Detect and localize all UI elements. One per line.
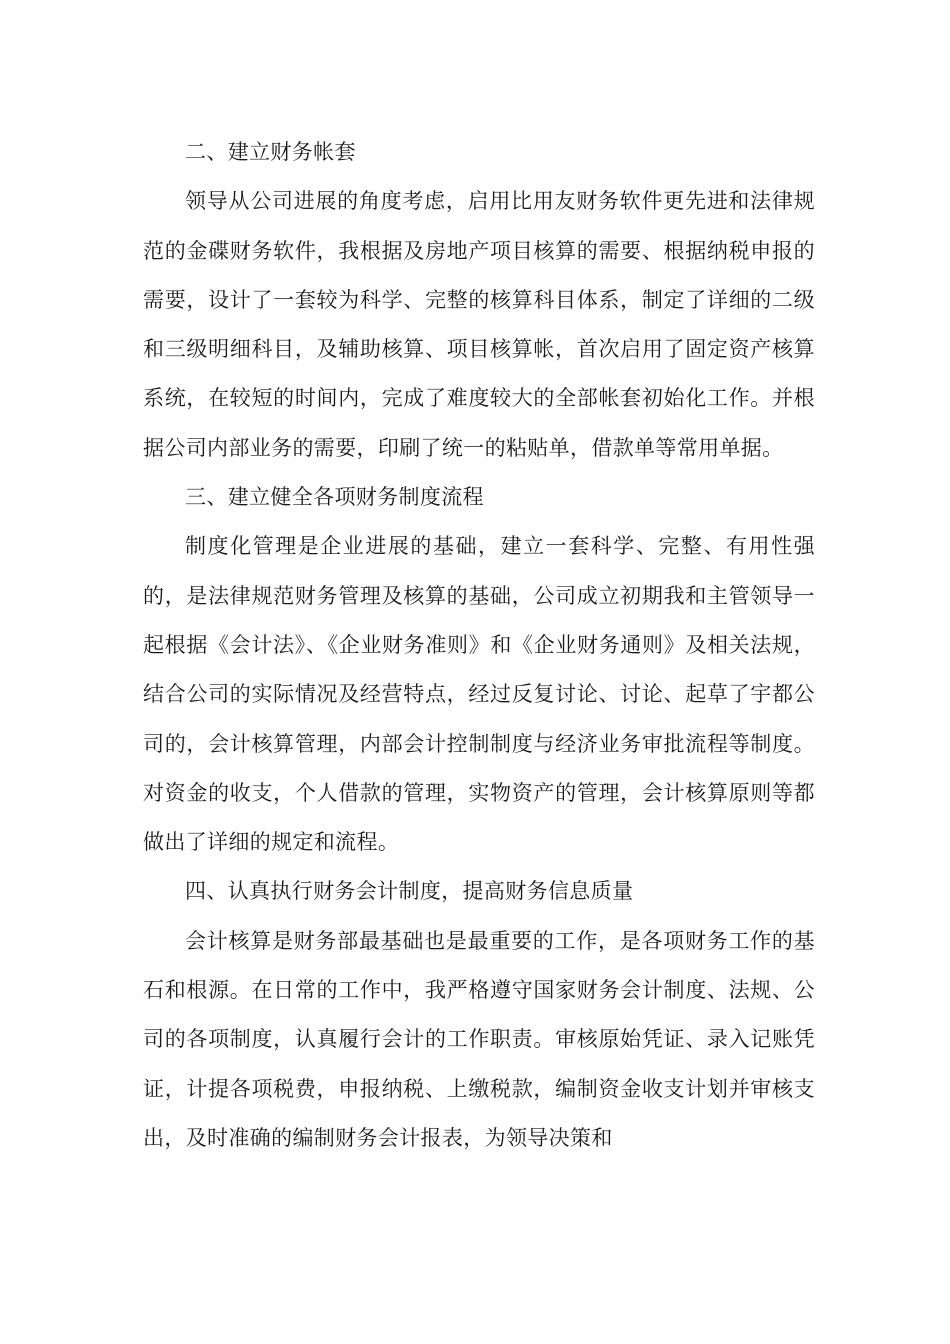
section-heading-4: 四、认真执行财务会计制度，提高财务信息质量	[185, 879, 634, 904]
document-body	[143, 128, 815, 1163]
section-heading-2: 二、建立财务帐套	[185, 140, 356, 164]
section-paragraph-3: 制度化管理是企业进展的基础，建立一套科学、完整、有用性强的，是法律规范财务管理及核算的基础，公司成立初期我和主管领导一起根据《会计法》、《企业财务准则》和《企业财务通则》及相关法规，结合公司的实际情况及经营特点，经过反复讨论、讨论、起草了宇都公司的，会计核算管理，内部会计控制制度与经济业务审批流程等制度。对资金的收支，个人借款的管理，实物资产的管理，会计核算原则等都做出了详细的规定和流程。	[143, 534, 815, 855]
section-paragraph-2: 领导从公司进展的角度考虑，启用比用友财务软件更先进和法律规范的金碟财务软件，我根据及房地产项目核算的需要、根据纳税申报的需要，设计了一套较为科学、完整的核算科目体系，制定了详细的二级和三级明细科目，及辅助核算、项目核算帐，首次启用了固定资产核算系统，在较短的时间内，完成了难度较大的全部帐套初始化工作。并根据公司内部业务的需要，印刷了统一的粘贴单，借款单等常用单据。	[143, 189, 815, 460]
section-heading-3: 三、建立健全各项财务制度流程	[185, 485, 484, 510]
section-paragraph-4: 会计核算是财务部最基础也是最重要的工作，是各项财务工作的基石和根源。在日常的工作中，我严格遵守国家财务会计制度、法规、公司的各项制度，认真履行会计的工作职责。审核原始凭证、录入记账凭证，计提各项税费，申报纳税、上缴税款，编制资金收支计划并审核支出，及时准确的编制财务会计报表，为领导决策和	[143, 928, 815, 1150]
